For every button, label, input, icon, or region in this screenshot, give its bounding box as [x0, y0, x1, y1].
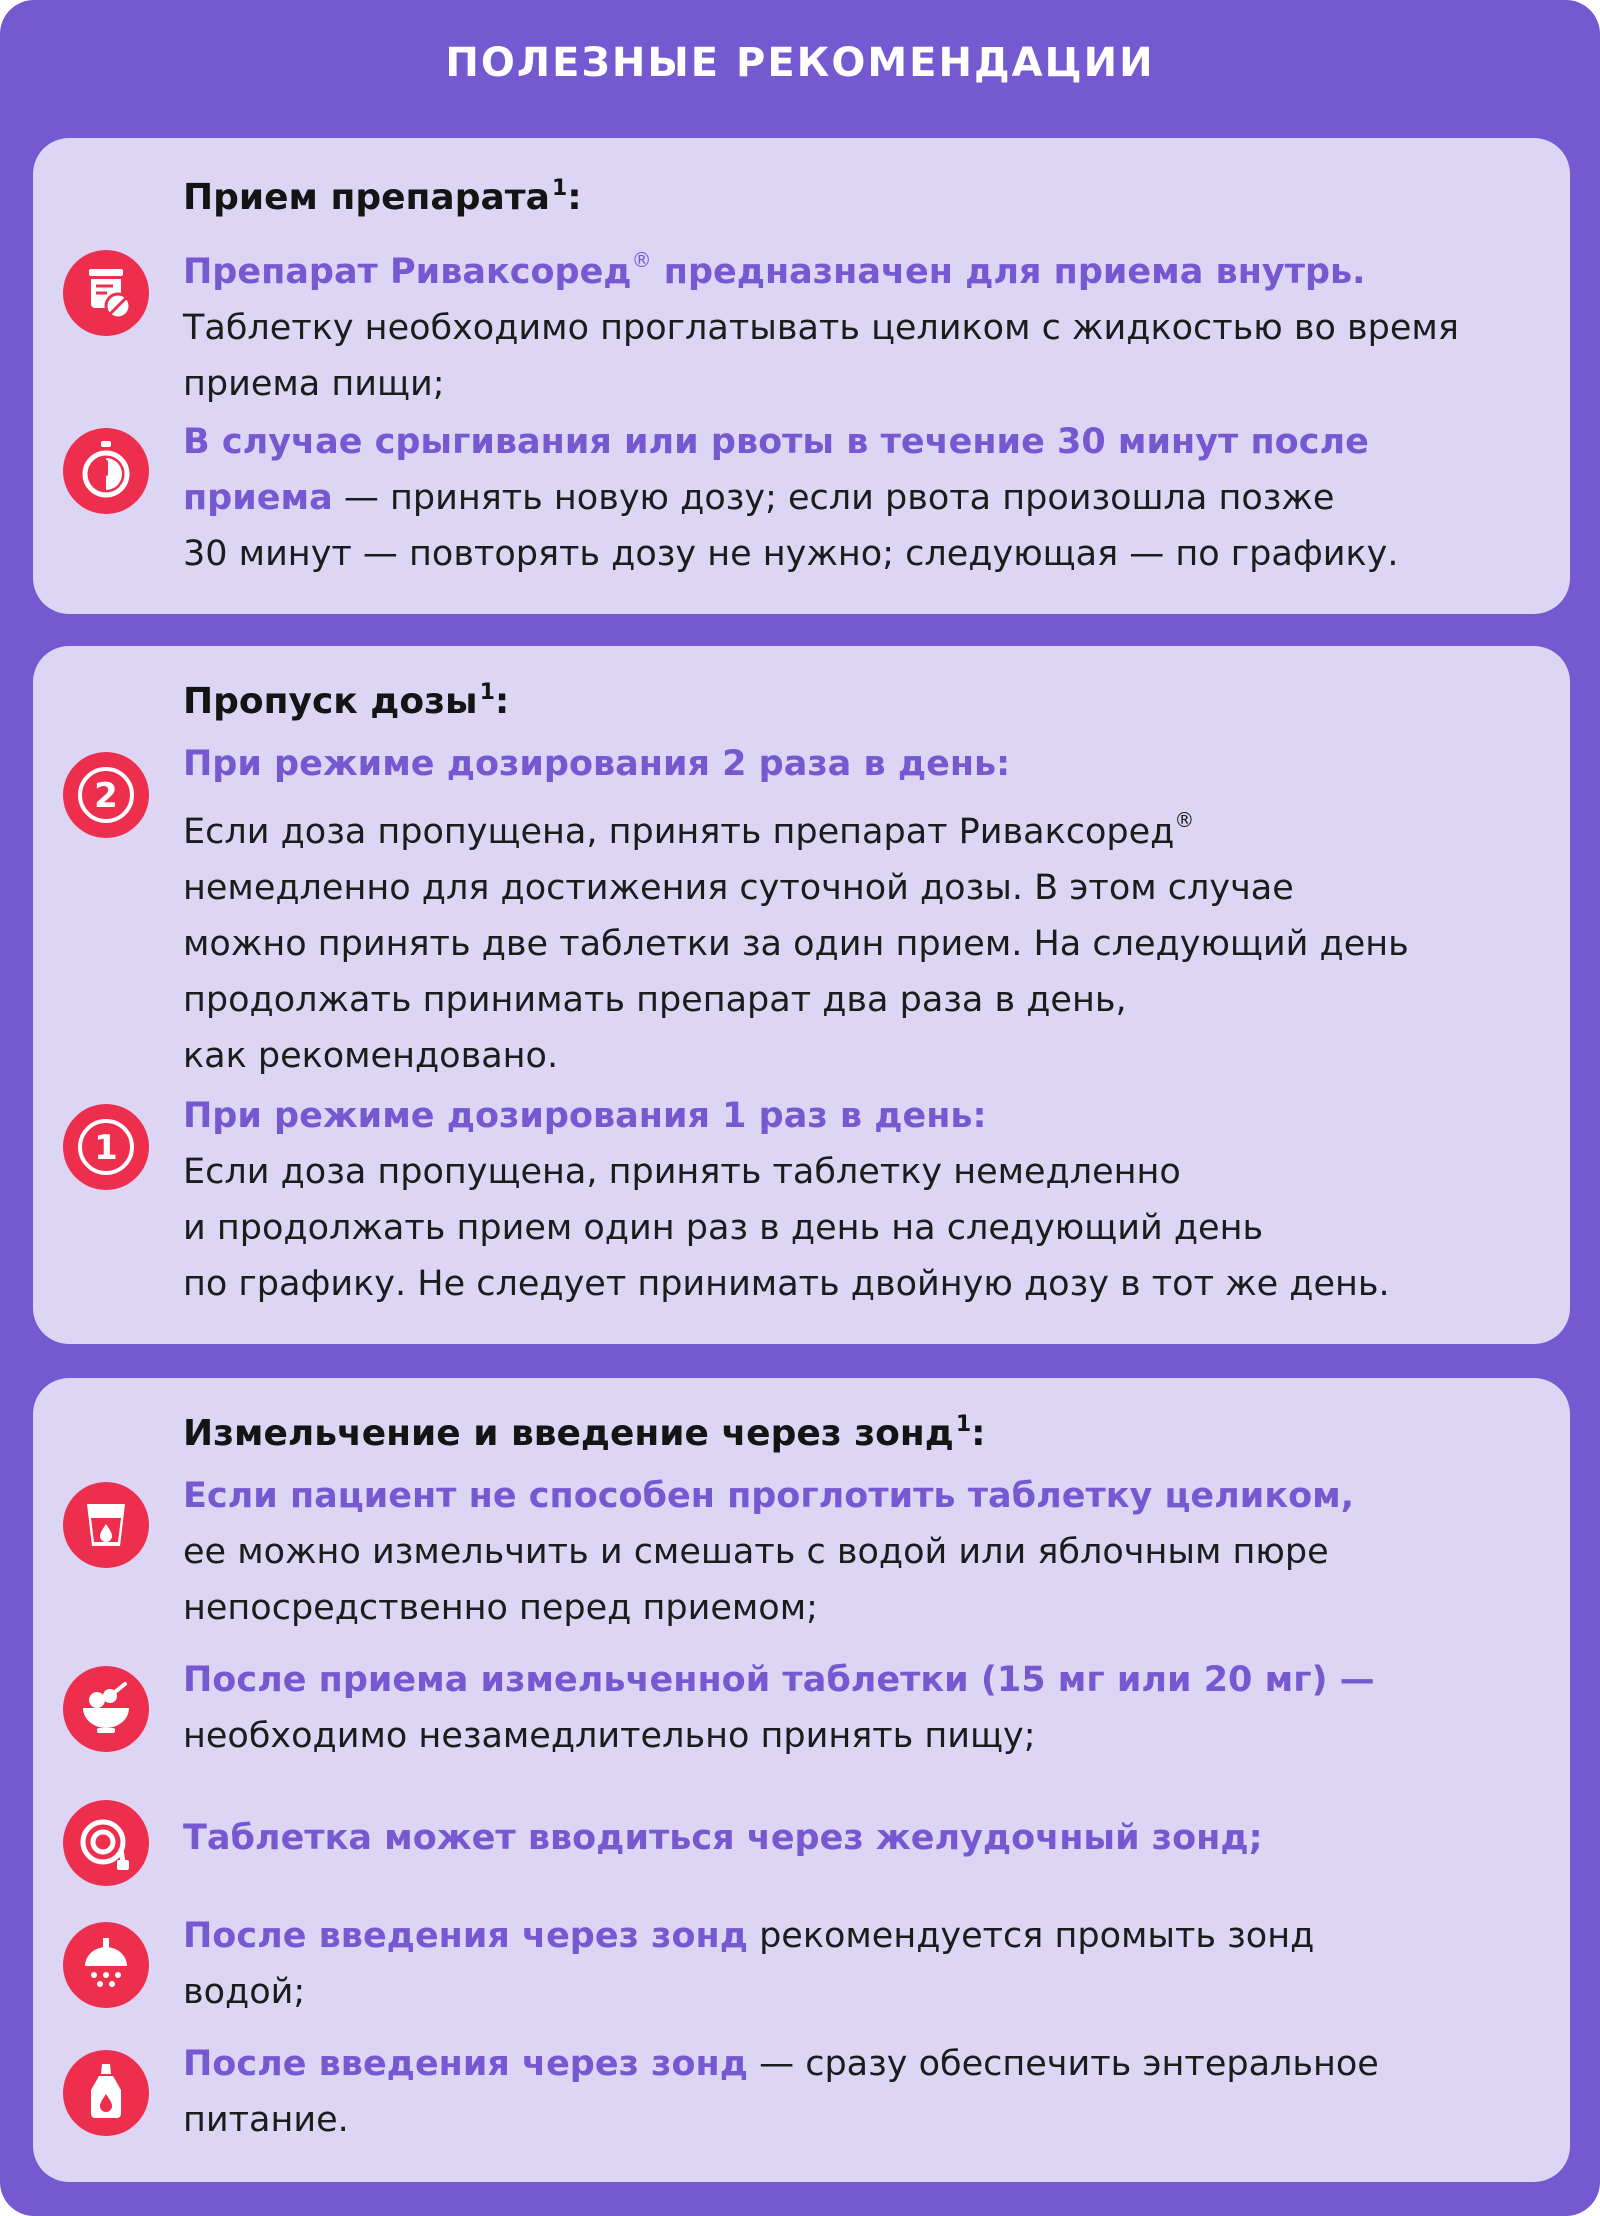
- body-text: Если доза пропущена, принять препарат Риваксоред: [183, 812, 1175, 852]
- body-line: можно принять две таблетки за один прием. На следующий день: [183, 924, 1409, 964]
- body-text: рекомендуется промыть зонд: [747, 1916, 1315, 1956]
- crush-item-enteral: [183, 2036, 1553, 2148]
- highlight-text: Таблетка может вводиться через желудочный зонд;: [183, 1818, 1263, 1858]
- highlight-text: После приема измельченной таблетки (15 мг или 20 мг) —: [183, 1660, 1375, 1700]
- card-title: Измельчение и введение через зонд$^1$:: [183, 1412, 986, 1454]
- body-line: немедленно для достижения суточной дозы. В этом случае: [183, 868, 1294, 908]
- tube-icon: [63, 1800, 149, 1886]
- body-line: как рекомендовано.: [183, 1036, 559, 1076]
- food-bowl-icon: [63, 1666, 149, 1752]
- missed-item-twice-daily: [183, 736, 1553, 1084]
- card-crushing-tube: [33, 1378, 1570, 2182]
- highlight-text: Если пациент не способен проглотить таблетку целиком,: [183, 1476, 1355, 1516]
- intake-item-oral: [183, 232, 1553, 412]
- crush-item-swallow: [183, 1468, 1553, 1636]
- pill-jar-icon: [63, 250, 149, 336]
- body-line: Если доза пропущена, принять таблетку немедленно: [183, 1152, 1181, 1192]
- highlight-text: После введения через зонд: [183, 2044, 748, 2084]
- highlight-text: В случае срыгивания или рвоты в течение 30 минут после: [183, 422, 1369, 462]
- body-text: — принять новую дозу; если рвота произошла позже: [332, 478, 1335, 518]
- footnote-mark: 1: [955, 1412, 972, 1437]
- card-title-text: Прием препарата: [183, 177, 550, 218]
- body-line: приема пищи;: [183, 364, 445, 404]
- card-missed-dose: [33, 646, 1570, 1344]
- card-title: Пропуск дозы$^1$:: [183, 680, 510, 722]
- footnote-mark: 1: [551, 176, 568, 201]
- page-title: ПОЛЕЗНЫЕ РЕКОМЕНДАЦИИ: [445, 40, 1155, 86]
- water-glass-icon: [63, 1482, 149, 1568]
- highlight-text: После введения через зонд: [183, 1916, 748, 1956]
- body-line: по графику. Не следует принимать двойную дозу в тот же день.: [183, 1264, 1390, 1304]
- stopwatch-icon: [63, 428, 149, 514]
- dropper-bottle-icon: [63, 2050, 149, 2136]
- body-line: питание.: [183, 2100, 349, 2140]
- crush-item-food: [183, 1652, 1553, 1764]
- intake-item-vomiting: [183, 414, 1553, 582]
- missed-item-once-daily: [183, 1088, 1553, 1312]
- card-title-text: Пропуск дозы: [183, 681, 478, 722]
- shower-icon: [63, 1922, 149, 2008]
- registered-mark: ®: [1174, 808, 1195, 832]
- body-line: Таблетку необходимо проглатывать целиком с жидкостью во время: [183, 308, 1459, 348]
- body-line: 30 минут — повторять дозу не нужно; следующая — по графику.: [183, 534, 1399, 574]
- body-line: и продолжать прием один раз в день на следующий день: [183, 1208, 1264, 1248]
- footnote-mark: 1: [479, 680, 495, 705]
- body-line: непосредственно перед приемом;: [183, 1588, 818, 1628]
- highlight-text: При режиме дозирования 1 раз в день:: [183, 1096, 987, 1136]
- body-line: ее можно измельчить и смешать с водой или яблочным пюре: [183, 1532, 1329, 1572]
- body-text: — сразу обеспечить энтеральное: [747, 2044, 1379, 2084]
- highlight-text: Препарат Риваксоред: [183, 252, 632, 292]
- highlight-text: приема: [183, 478, 333, 518]
- number-two-icon: [63, 752, 149, 838]
- crush-item-flush: [183, 1908, 1553, 2020]
- card-intake: [33, 138, 1570, 614]
- card-title-text: Измельчение и введение через зонд: [183, 1413, 954, 1454]
- highlight-text: При режиме дозирования 2 раза в день:: [183, 744, 1011, 784]
- crush-item-gastric-tube: [183, 1810, 1553, 1866]
- number-one-icon: [63, 1104, 149, 1190]
- body-line: продолжать принимать препарат два раза в день,: [183, 980, 1127, 1020]
- highlight-text-cont: предназначен для приема внутрь.: [651, 252, 1366, 292]
- card-title: Прием препарата$^1$:: [183, 176, 582, 218]
- registered-mark: ®: [631, 248, 652, 272]
- body-line: необходимо незамедлительно принять пищу;: [183, 1716, 1036, 1756]
- badge-number: 2: [94, 776, 118, 816]
- badge-number: 1: [94, 1128, 118, 1168]
- body-line: водой;: [183, 1972, 306, 2012]
